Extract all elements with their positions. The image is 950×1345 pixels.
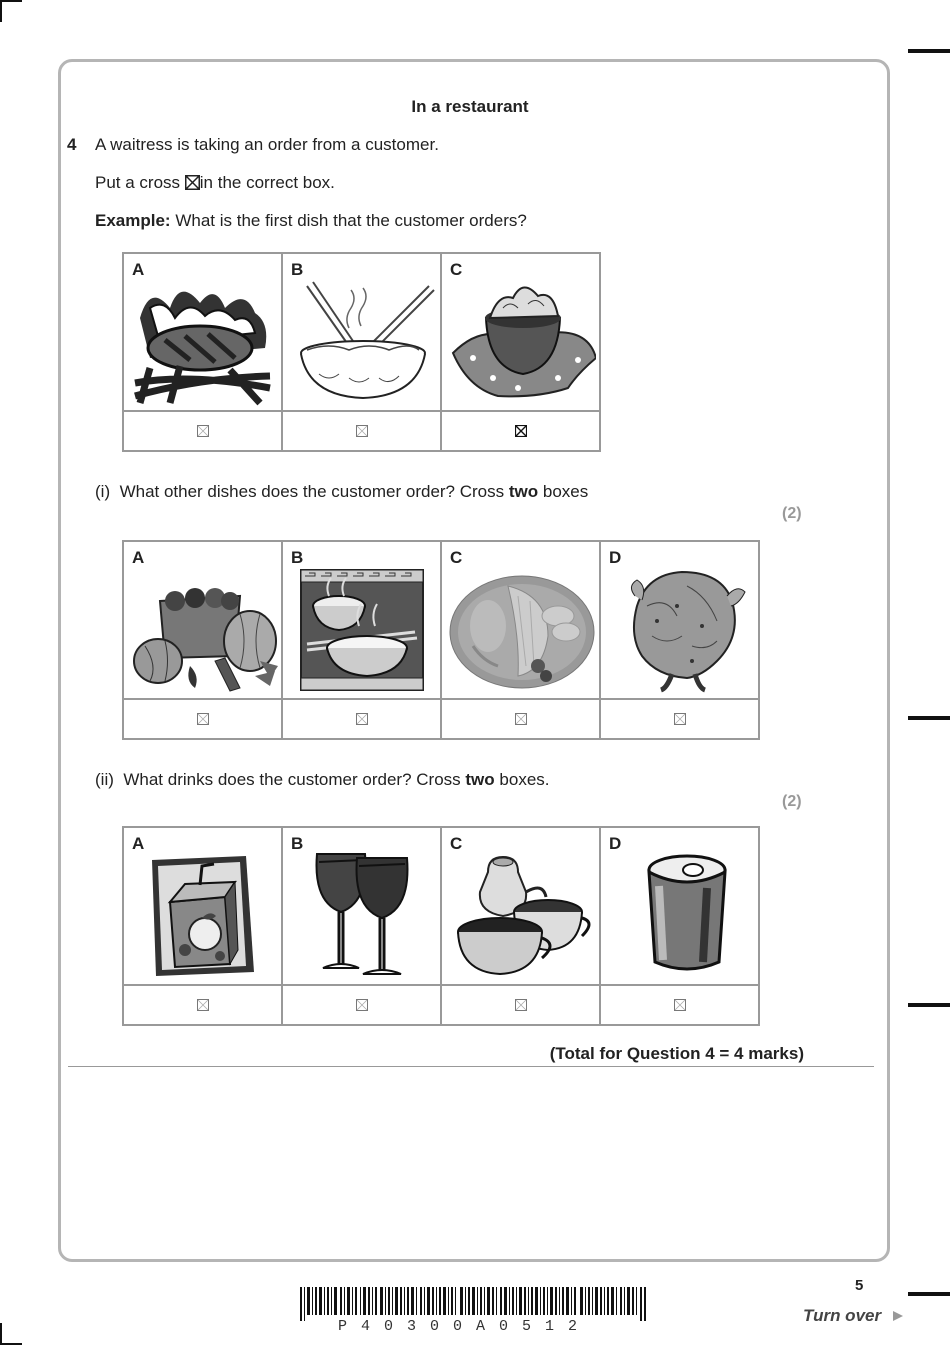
option-letter: B (291, 548, 304, 567)
part-i-box-cell-b (282, 699, 441, 739)
part-ii-grid (122, 826, 760, 1026)
crop-mark (0, 0, 22, 2)
crop-mark (0, 0, 2, 22)
page-number: 5 (855, 1277, 864, 1294)
option-letter: A (132, 834, 145, 853)
part-i-text-after: boxes (542, 482, 589, 501)
instruction (95, 173, 335, 193)
example-text: What is the first dish that the customer orders? (175, 211, 527, 230)
part-i-box-cell-c (441, 699, 600, 739)
part-i-option-b (282, 541, 441, 699)
crossed-box-icon (185, 175, 200, 190)
crop-mark (0, 1323, 2, 1345)
part-ii-box-cell-d (600, 985, 759, 1025)
answer-checkbox-a[interactable] (197, 999, 209, 1011)
option-letter: A (132, 260, 145, 279)
instruction-before: Put a cross (95, 173, 181, 192)
juice-carton-icon (130, 852, 278, 980)
fish-plate-icon (448, 566, 596, 694)
part-i-option-d (600, 541, 759, 699)
part-ii-text: What drinks does the customer order? Cross (123, 770, 461, 789)
part-ii-option-d (600, 827, 759, 985)
option-letter: D (609, 548, 622, 567)
example-box-cell-c (441, 411, 600, 451)
part-ii-option-b (282, 827, 441, 985)
option-letter: C (450, 260, 463, 279)
option-letter: B (291, 834, 304, 853)
part-ii-option-c (441, 827, 600, 985)
tea-cups-icon (448, 852, 596, 980)
answer-checkbox-d[interactable] (674, 999, 686, 1011)
example-option-c (441, 253, 600, 411)
part-ii-label: (ii) (95, 770, 114, 789)
barcode-number: P40300A0512 (338, 1318, 592, 1335)
instruction-after: in the correct box. (199, 173, 335, 192)
section-title: In a restaurant (411, 97, 529, 116)
turn-over-text: Turn over (803, 1306, 882, 1325)
part-ii-box-cell-b (282, 985, 441, 1025)
part-ii-text-after: boxes. (499, 770, 550, 789)
question-number: 4 (67, 135, 77, 154)
part-i-question (95, 482, 588, 502)
answer-checkbox-b[interactable] (356, 713, 368, 725)
part-i-label: (i) (95, 482, 111, 501)
part-ii-marks: (2) (782, 793, 802, 810)
part-ii-option-a (123, 827, 282, 985)
part-i-text: What other dishes does the customer order? Cross (119, 482, 505, 501)
answer-checkbox-c-crossed[interactable] (515, 425, 527, 437)
option-letter: C (450, 548, 463, 567)
answer-checkbox-b[interactable] (356, 425, 368, 437)
part-ii-box-cell-a (123, 985, 282, 1025)
example-box-cell-b (282, 411, 441, 451)
option-letter: D (609, 834, 622, 853)
arrow-right-icon (892, 1310, 904, 1322)
noodles-icon (289, 278, 437, 406)
barcode-icon (300, 1287, 648, 1321)
option-letter: A (132, 548, 145, 567)
part-i-option-a (123, 541, 282, 699)
answer-checkbox-b[interactable] (356, 999, 368, 1011)
part-i-box-cell-a (123, 699, 282, 739)
roast-chicken-icon (607, 566, 755, 694)
edge-mark (908, 49, 950, 53)
part-ii-box-cell-c (441, 985, 600, 1025)
rice-bowls-icon (289, 566, 437, 694)
divider (68, 1066, 874, 1067)
wine-glasses-icon (289, 852, 437, 980)
part-ii-question (95, 770, 550, 790)
option-letter: C (450, 834, 463, 853)
question-intro: A waitress is taking an order from a customer. (95, 135, 439, 154)
answer-checkbox-a[interactable] (197, 713, 209, 725)
dumplings-icon (448, 278, 596, 406)
example-option-b (282, 253, 441, 411)
part-ii-bold: two (465, 770, 495, 789)
turn-over-label (803, 1306, 904, 1326)
vegetables-icon (130, 566, 278, 694)
part-i-box-cell-d (600, 699, 759, 739)
part-i-option-c (441, 541, 600, 699)
total-marks: (Total for Question 4 = 4 marks) (549, 1044, 804, 1063)
option-letter: B (291, 260, 304, 279)
steak-icon (130, 278, 278, 406)
example-prompt (95, 211, 527, 231)
part-i-grid (122, 540, 760, 740)
edge-mark (908, 716, 950, 720)
answer-checkbox-c[interactable] (515, 999, 527, 1011)
edge-mark (908, 1003, 950, 1007)
drink-can-icon (607, 852, 755, 980)
answer-checkbox-c[interactable] (515, 713, 527, 725)
example-grid (122, 252, 601, 452)
part-i-bold: two (508, 482, 539, 501)
part-i-marks: (2) (782, 505, 802, 522)
example-box-cell-a (123, 411, 282, 451)
example-option-a (123, 253, 282, 411)
answer-checkbox-a[interactable] (197, 425, 209, 437)
example-label: Example: (95, 211, 171, 230)
edge-mark (908, 1292, 950, 1296)
answer-checkbox-d[interactable] (674, 713, 686, 725)
